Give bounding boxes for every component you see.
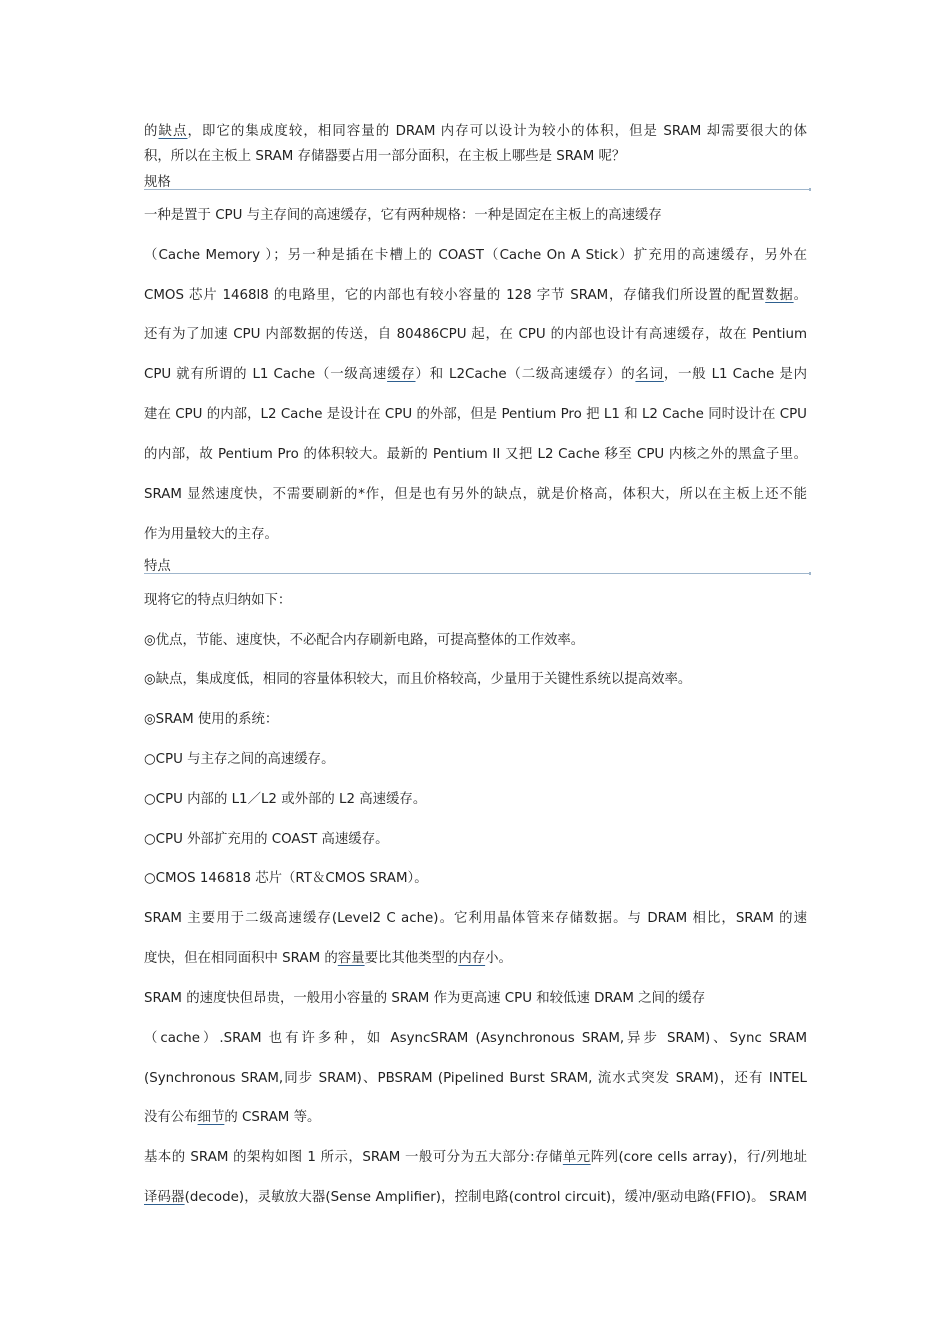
features-line-13: (Synchronous SRAM,同步 SRAM)、PBSRAM (Pipelined Burst SRAM, 流水式突发 SRAM)，还有 INTEL bbox=[144, 1071, 807, 1086]
features-line-15 bbox=[144, 1146, 807, 1165]
text: 度快，但在相同面积中 SRAM 的 bbox=[144, 951, 338, 966]
text: ，一般 L1 Cache 是内 bbox=[663, 367, 807, 382]
features-line-14 bbox=[144, 1106, 320, 1125]
section-divider bbox=[144, 573, 810, 574]
link-yimaqi[interactable]: 译码器 bbox=[144, 1190, 185, 1205]
text: ，即它的集成度较，相同容量的 DRAM 内存可以设计为较小的体积，但是 SRAM 却需要很大的体 bbox=[187, 124, 808, 139]
spec-line-2: （Cache Memory ）；另一种是插在卡槽上的 COAST（Cache On A Stick）扩充用的高速缓存，另外在 bbox=[144, 248, 807, 263]
text: 。 bbox=[793, 288, 807, 303]
features-line-6: ○CPU 内部的 L1／L2 或外部的 L2 高速缓存。 bbox=[144, 792, 427, 807]
features-line-5: ○CPU 与主存之间的高速缓存。 bbox=[144, 752, 335, 767]
features-line-4: ◎SRAM 使用的系统： bbox=[144, 712, 279, 727]
features-line-16 bbox=[144, 1186, 807, 1205]
features-line-9: SRAM 主要用于二级高速缓存(Level2 C ache)。它利用晶体管来存储数据。与 DRAM 相比，SRAM 的速 bbox=[144, 911, 807, 926]
features-line-12: （cache）.SRAM 也有许多种，如 AsyncSRAM (Asynchronous SRAM,异步 SRAM)、Sync SRAM bbox=[144, 1031, 807, 1046]
text: CMOS 芯片 1468l8 的电路里，它的内部也有较小容量的 128 字节 SRAM，存储我们所设置的配置 bbox=[144, 288, 766, 303]
link-huancun[interactable]: 缓存 bbox=[387, 367, 416, 382]
text: 没有公布 bbox=[144, 1110, 198, 1125]
text: 的 bbox=[144, 124, 159, 139]
spec-line-1: 一种是置于 CPU 与主存间的高速缓存，它有两种规格：一种是固定在主板上的高速缓存 bbox=[144, 208, 662, 223]
spec-line-9: 作为用量较大的主存。 bbox=[144, 527, 278, 542]
features-line-11: SRAM 的速度快但昂贵，一般用小容量的 SRAM 作为更高速 CPU 和较低速 DRAM 之间的缓存 bbox=[144, 991, 706, 1006]
spec-line-6: 建在 CPU 的内部，L2 Cache 是设计在 CPU 的外部，但是 Pentium Pro 把 L1 和 L2 Cache 同时设计在 CPU bbox=[144, 407, 807, 422]
section-heading-features: 特点 bbox=[144, 559, 171, 574]
text: 基本的 SRAM 的架构如图 1 所示，SRAM 一般可分为五大部分:存储 bbox=[144, 1150, 563, 1165]
features-line-8: ○CMOS 146818 芯片（RT＆CMOS SRAM）。 bbox=[144, 871, 428, 886]
features-line-2: ◎优点，节能、速度快，不必配合内存刷新电路，可提高整体的工作效率。 bbox=[144, 633, 585, 648]
text: 阵列(core cells array)，行/列地址 bbox=[590, 1150, 808, 1165]
text: ）和 L2Cache（二级高速缓存）的 bbox=[415, 367, 636, 382]
features-line-3: ◎缺点，集成度低，相同的容量体积较大，而且价格较高，少量用于关键性系统以提高效率。 bbox=[144, 672, 692, 687]
text: CPU 就有所谓的 L1 Cache（一级高速 bbox=[144, 367, 388, 382]
intro-line-2: 积，所以在主板上 SRAM 存储器要占用一部分面积，在主板上哪些是 SRAM 呢？ bbox=[144, 149, 626, 164]
text: (decode)，灵敏放大器(Sense Amplifier)，控制电路(control circuit)，缓冲/驱动电路(FFIO)。 SRAM bbox=[184, 1190, 808, 1205]
link-shuju[interactable]: 数据 bbox=[765, 288, 794, 303]
features-line-10 bbox=[144, 947, 512, 966]
features-line-7: ○CPU 外部扩充用的 COAST 高速缓存。 bbox=[144, 832, 389, 847]
intro-line-1 bbox=[144, 120, 807, 139]
text: 要比其他类型的 bbox=[364, 951, 459, 966]
features-line-1: 现将它的特点归纳如下： bbox=[144, 593, 292, 608]
link-rongliang[interactable]: 容量 bbox=[337, 951, 365, 966]
link-danyuan[interactable]: 单元 bbox=[562, 1150, 591, 1165]
section-divider bbox=[144, 189, 810, 190]
spec-line-3 bbox=[144, 284, 807, 303]
text: 的 CSRAM 等。 bbox=[224, 1110, 321, 1125]
spec-line-8: SRAM 显然速度快，不需要刷新的*作，但是也有另外的缺点，就是价格高，体积大，所以在主板上还不能 bbox=[144, 487, 807, 502]
text: 小。 bbox=[485, 951, 512, 966]
spec-line-5 bbox=[144, 363, 807, 382]
spec-line-7: 的内部，故 Pentium Pro 的体积较大。最新的 Pentium II 又把 L2 Cache 移至 CPU 内核之外的黑盒子里。 bbox=[144, 447, 807, 462]
spec-line-4: 还有为了加速 CPU 内部数据的传送，自 80486CPU 起，在 CPU 的内部也设计有高速缓存，故在 Pentium bbox=[144, 327, 807, 342]
section-heading-spec: 规格 bbox=[144, 175, 171, 190]
link-quedian[interactable]: 缺点 bbox=[158, 124, 188, 139]
link-neicun[interactable]: 内存 bbox=[458, 951, 486, 966]
link-mingci[interactable]: 名词 bbox=[635, 367, 664, 382]
link-xijie[interactable]: 细节 bbox=[197, 1110, 225, 1125]
